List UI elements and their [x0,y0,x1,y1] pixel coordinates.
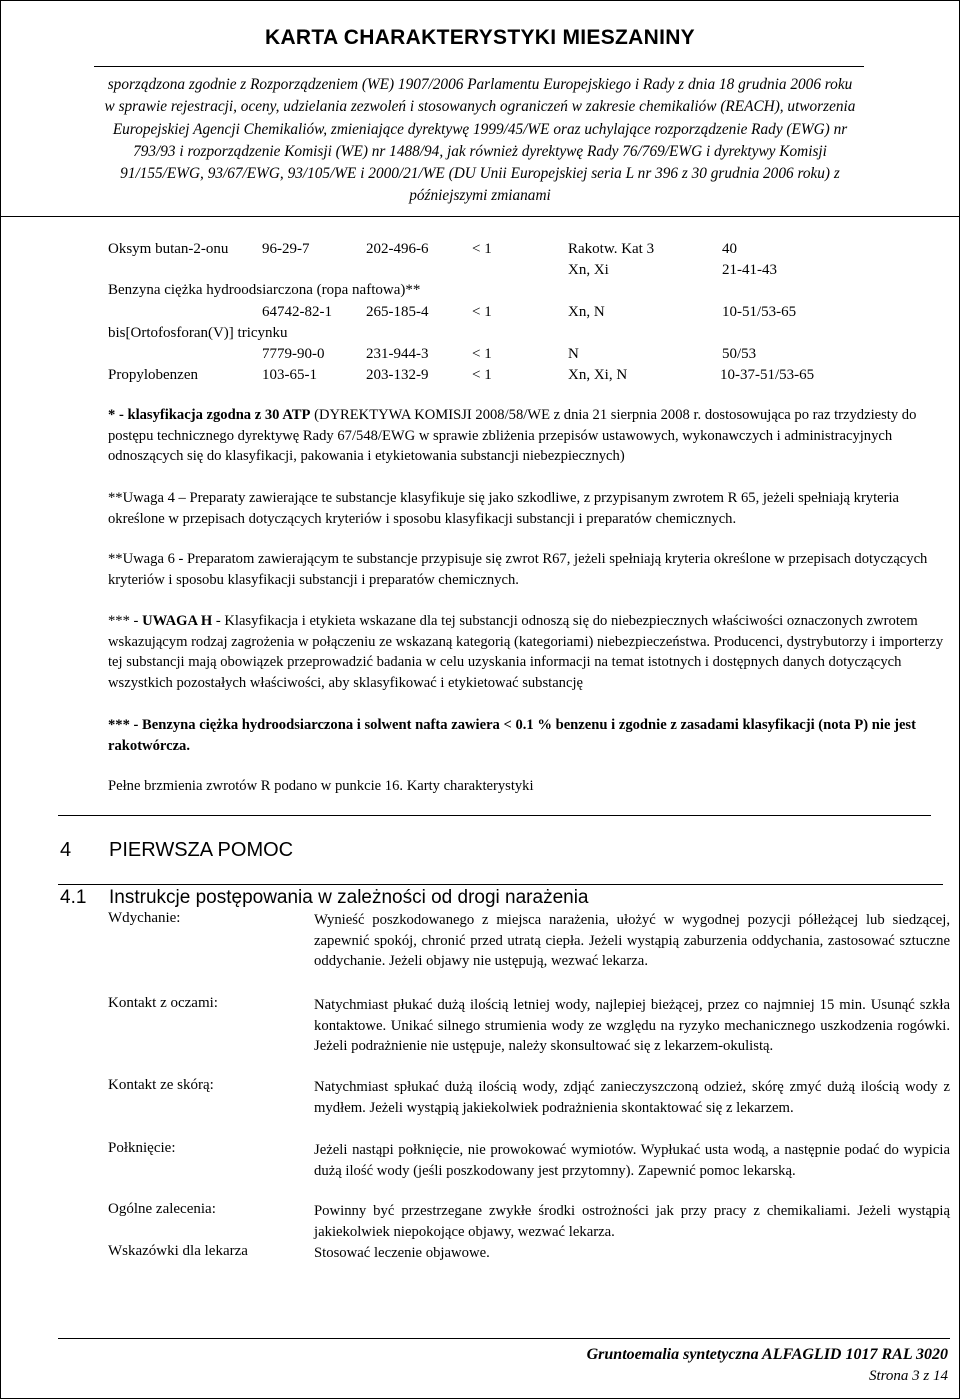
subtitle-line: w sprawie rejestracji, oceny, udzielania zezwoleń i stosowanych ograniczeń w zakresie chemikaliów (REACH), utworzenia [104,98,856,116]
first-aid-label-ingestion: Połknięcie: [108,1140,176,1156]
first-aid-label-skin: Kontakt ze skórą: [108,1077,214,1093]
footer-rule [58,1338,950,1339]
concentration: < 1 [472,346,492,362]
ec-number: 231-944-3 [366,346,429,362]
benzene-note: *** - Benzyna ciężka hydroodsiarczona i solwent nafta zawiera < 0.1 % benzenu i zgodnie z zasadami klasyfikacji (nota P) nie jest rakotwórcza. [108,717,916,754]
subtitle-line: 793/93 i rozporządzenie Komisji (WE) nr 1488/94, jak również dyrektywę Rady 76/769/EWG i dyrektywy Komisji [133,142,827,160]
document-title: KARTA CHARAKTERYSTYKI MIESZANINY [265,26,695,49]
first-aid-text-physician: Stosować leczenie objawowe. [314,1245,490,1261]
section-title: PIERWSZA POMOC [109,839,294,861]
substance-name: Benzyna ciężka hydroodsiarczona (ropa naftowa)** [108,282,421,298]
subsection-number: 4.1 [60,887,87,908]
cas-number: 7779-90-0 [262,346,325,362]
cas-number: 96-29-7 [262,241,310,257]
first-aid-label-physician: Wskazówki dla lekarza [108,1243,248,1259]
substance-name: Propylobenzen [108,367,198,383]
subtitle-line: sporządzona zgodnie z Rozporządzeniem (WE) 1907/2006 Parlamentu Europejskiego i Rady z dnia 18 grudnia 2006 roku [107,76,853,93]
r-phrases: 50/53 [722,346,757,362]
footer-product-name: Gruntoemalia syntetyczna ALFAGLID 1017 RAL 3020 [586,1346,948,1363]
note-uwaga-4: **Uwaga 4 – Preparaty zawierające te substancje klasyfikuje się jako szkodliwe, z przypisanym zwrotem R 65, jeżeli spełniają kryteria określone w przepisach dotyczących kryteriów i sposobu klasyfikacji substancji i preparatów chemicznych. [108,490,900,527]
concentration: < 1 [472,367,492,383]
classification: N [568,346,579,362]
page-number: Strona 3 z 14 [868,1368,948,1384]
first-aid-text-general: Powinny być przestrzegane zwykłe środki ostrożności jak przy pracy z chemikaliami. Jeżeli wystąpią jakiekolwiek niepokojące objawy, wezwać lekarza. [314,1203,950,1240]
r-phrases: 10-37-51/53-65 [720,367,815,383]
note-uwaga-6: **Uwaga 6 - Preparatom zawierającym te substancje przypisuje się zwrot R67, jeżeli spełniają kryteria określone w przepisach dotyczących kryteriów i sposobu klasyfikacji substancji i preparatów chemicznych. [108,551,928,588]
first-aid-text-eyes: Natychmiast płukać dużą ilością letniej wody, najlepiej bieżącej, przez co najmniej 15 min. Usunąć szkła kontaktowe. Unikać silnego strumienia wody ze względu na ryzyko mechanicznego uszkodzenia rogówki. Jeżeli podrażnienie nie ustępuje, należy skonsultować się z lekarzem-okulistą. [314,997,950,1055]
substance-name: bis[Ortofosforan(V)] tricynku [108,325,288,341]
section-divider [58,815,931,816]
cas-number: 64742-82-1 [262,304,332,320]
r-phrases: 40 [722,241,737,257]
subtitle-line: Europejskiej Agencji Chemikaliów, zmieniające dyrektywę 1999/45/WE oraz uchylające rozporządzenie Rady (EWG) nr [112,120,848,138]
concentration: < 1 [472,304,492,320]
subtitle-line: późniejszymi zmianami [409,187,551,205]
classification: Xn, Xi [568,262,609,278]
classification: Xn, N [568,304,605,320]
note-uwaga-h [108,611,953,693]
section-title-rule [58,884,943,885]
header-separator [0,216,960,217]
uwaga-h-text: - Klasyfikacja i etykieta wskazane dla tej substancji odnoszą się do niebezpiecznych właściwości oznaczonych zwrotem wskazującym rodzaj zagrożenia w połączeniu ze wskazaną kategorią (kategoriami) niebezpieczeństwa. Producenci, dystrybutorzy i importerzy tej substancji mają obowiązek przeprowadzić badania w celu uzyskania informacji na temat istotnych i dostępnych danych dotyczących wszystkich pozostałych właściwości, aby sklasyfikować i etykietować substancję [108,613,944,691]
first-aid-text-skin: Natychmiast spłukać dużą ilością wody, zdjąć zanieczyszczoną odzież, skórę zmyć dużą ilością wody z mydłem. Jeżeli wystąpią jakiekolwiek podrażnienia skontaktować się z lekarzem. [314,1079,950,1116]
first-aid-text-ingestion: Jeżeli nastąpi połknięcie, nie prowokować wymiotów. Wypłukać usta wodą, a następnie podać do wypicia dużą ilość wody (jeśli poszkodowany jest przytomny). Zapewnić pomoc lekarską. [314,1142,950,1179]
first-aid-label-inhalation: Wdychanie: [108,910,181,926]
r-phrases: 21-41-43 [722,262,777,278]
section-number: 4 [60,839,72,861]
first-aid-text-inhalation: Wynieść poszkodowanego z miejsca narażenia, ułożyć w wygodnej pozycji półleżącej lub siedzącej, zapewnić spokój, chronić przed utratą ciepła. Jeżeli wystąpią zaburzenia oddychania, zastosować sztuczne oddychanie. Jeżeli objawy nie ustępują, wezwać lekarza. [314,912,950,970]
cas-number: 103-65-1 [262,367,317,383]
ec-number: 203-132-9 [366,367,429,383]
r-phrases-reference: Pełne brzmienia zwrotów R podano w punkcie 16. Karty charakterystyki [108,778,534,794]
ec-number: 265-185-4 [366,304,429,320]
substance-name: Oksym butan-2-onu [108,241,229,257]
concentration: < 1 [472,241,492,257]
uwaga-h-prefix: *** - [108,613,143,629]
ec-number: 202-496-6 [366,241,429,257]
classification: Xn, Xi, N [568,367,628,383]
subsection-title: Instrukcje postępowania w zależności od drogi narażenia [109,887,589,908]
first-aid-label-general: Ogólne zalecenia: [108,1201,216,1217]
uwaga-h-bold: UWAGA H [142,613,213,629]
header-subtitle [40,74,920,208]
subtitle-line: 91/155/EWG, 93/67/EWG, 93/105/WE i 2000/21/WE (DU Unii Europejskiej seria L nr 396 z 30 grudnia 2006 roku) z [120,165,840,183]
title-underline [94,66,864,67]
classification: Rakotw. Kat 3 [568,241,655,257]
atp-note-text: (DYREKTYWA KOMISJI 2008/58/WE z dnia 21 sierpnia 2008 r. dostosowująca po raz trzydziesty do postępu technicznego dyrektywę Rady 67/548/EWG w sprawie zbliżenia przepisów ustawowych, wykonawczych i administracyjnych odnoszących się do klasyfikacji, pakowania i etykietowania substancji niebezpiecznych) [108,407,917,464]
first-aid-label-eyes: Kontakt z oczami: [108,995,218,1011]
r-phrases: 10-51/53-65 [722,304,797,320]
atp-note-bold: * - klasyfikacja zgodna z 30 ATP [108,407,311,423]
atp-note [108,405,953,467]
